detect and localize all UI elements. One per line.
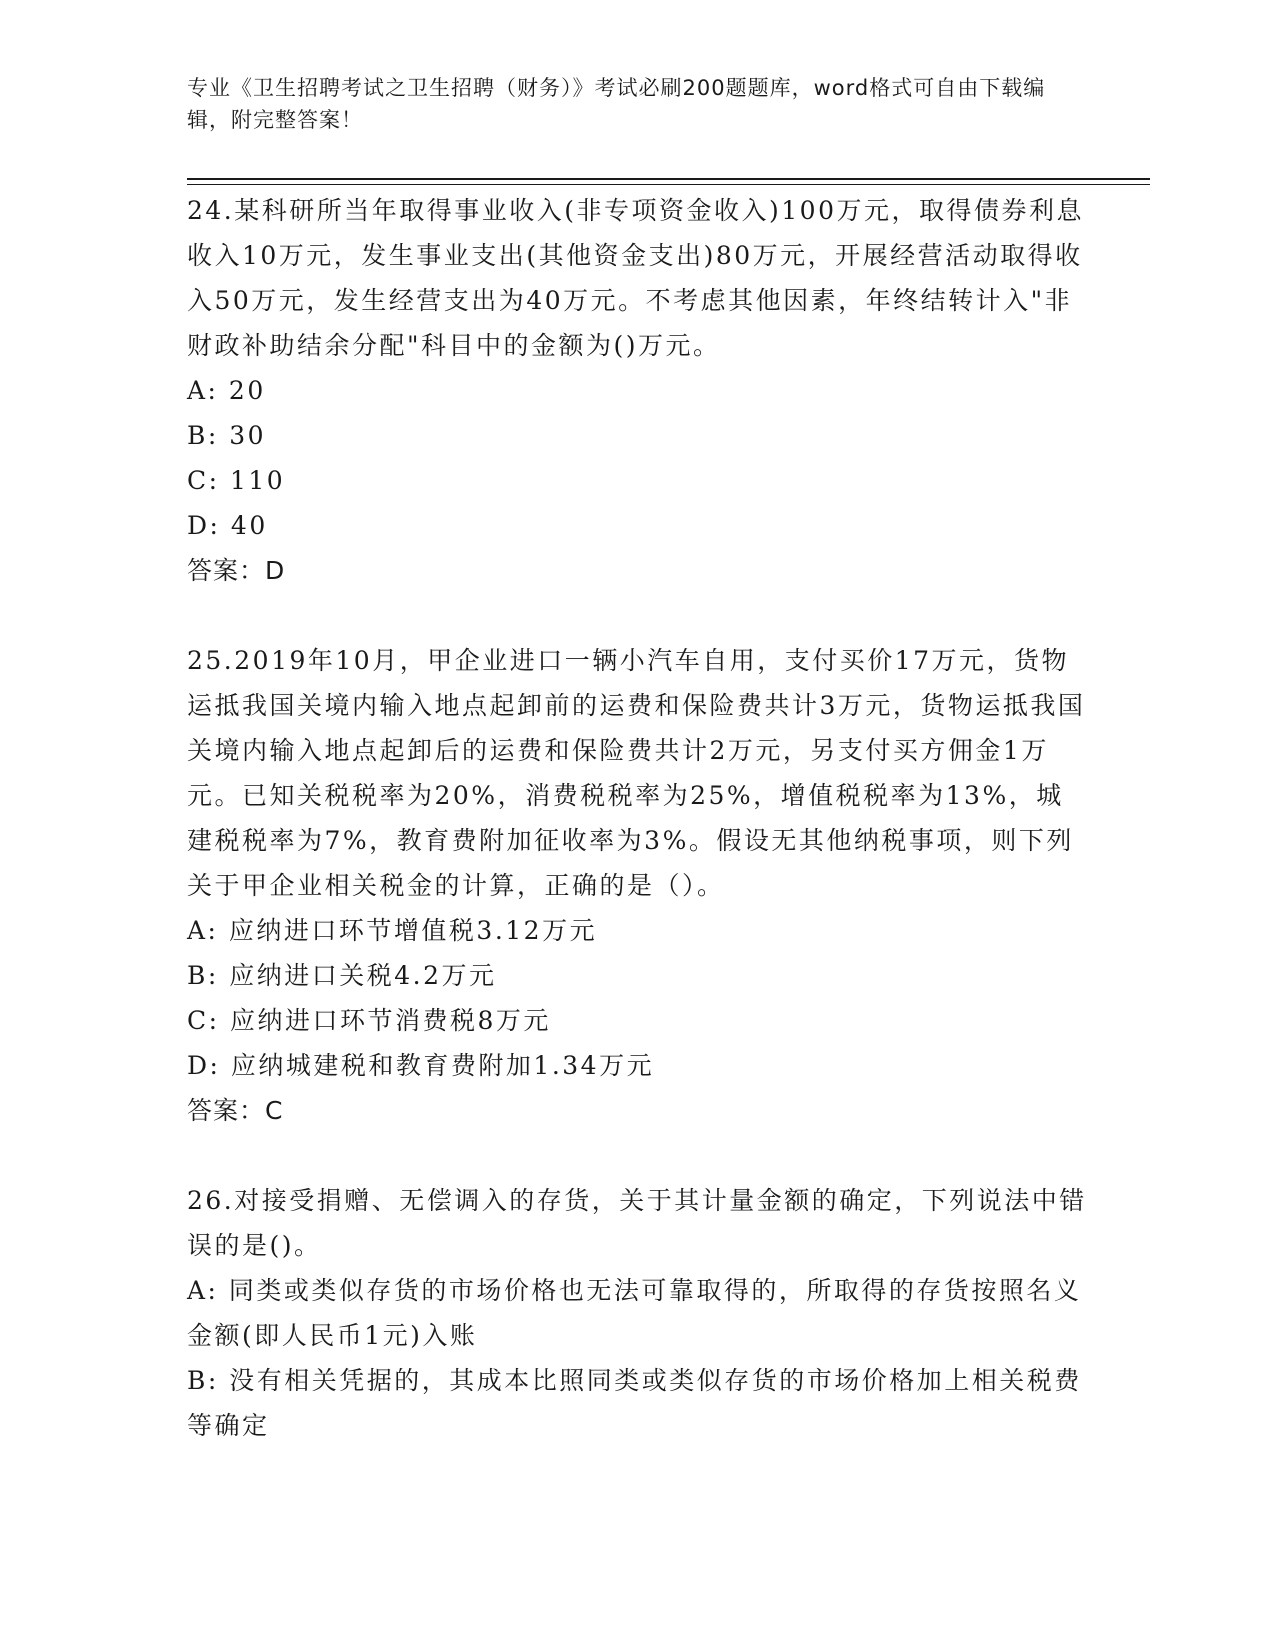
question-26 — [187, 1178, 1087, 1448]
answer-line: 答案：D — [187, 556, 286, 585]
question-list — [187, 188, 1087, 1493]
question-stem: 24.某科研所当年取得事业收入(非专项资金收入)100万元，取得债券利息收入10万元，发生事业支出(其他资金支出)80万元，开展经营活动取得收入50万元，发生经营支出为40万元。不考虑其他因素，年终结转计入"非财政补助结余分配"科目中的金额为()万元。 — [187, 196, 1084, 360]
option-b: B: 30 — [187, 421, 267, 450]
option-d: D: 应纳城建税和教育费附加1.34万元 — [187, 1051, 655, 1080]
question-25 — [187, 638, 1087, 1133]
option-c: C: 110 — [187, 466, 286, 495]
question-stem: 25.2019年10月，甲企业进口一辆小汽车自用，支付买价17万元，货物运抵我国关境内输入地点起卸前的运费和保险费共计3万元，货物运抵我国关境内输入地点起卸后的运费和保险费共计2万元，另支付买方佣金1万元。已知关税税率为20%，消费税税率为25%，增值税税率为13%，城建税税率为7%，教育费附加征收率为3%。假设无其他纳税事项，则下列关于甲企业相关税金的计算，正确的是（）。 — [187, 646, 1086, 900]
option-a: A: 20 — [187, 376, 266, 405]
question-stem: 26.对接受捐赠、无偿调入的存货，关于其计量金额的确定，下列说法中错误的是()。 — [187, 1186, 1087, 1260]
header-divider-thin — [187, 184, 1150, 185]
option-d: D: 40 — [187, 511, 268, 540]
option-a: A: 应纳进口环节增值税3.12万元 — [187, 916, 598, 945]
option-b: B: 没有相关凭据的，其成本比照同类或类似存货的市场价格加上相关税费等确定 — [187, 1366, 1082, 1440]
option-a: A: 同类或类似存货的市场价格也无法可靠取得的，所取得的存货按照名义金额(即人民币1元)入账 — [187, 1276, 1082, 1350]
header-divider-thick — [187, 178, 1150, 180]
option-c: C: 应纳进口环节消费税8万元 — [187, 1006, 551, 1035]
question-24 — [187, 188, 1087, 593]
option-b: B: 应纳进口关税4.2万元 — [187, 961, 497, 990]
answer-line: 答案：C — [187, 1096, 284, 1125]
document-header: 专业《卫生招聘考试之卫生招聘（财务）》考试必刷200题题库，word格式可自由下载编辑，附完整答案！ — [187, 76, 1046, 132]
